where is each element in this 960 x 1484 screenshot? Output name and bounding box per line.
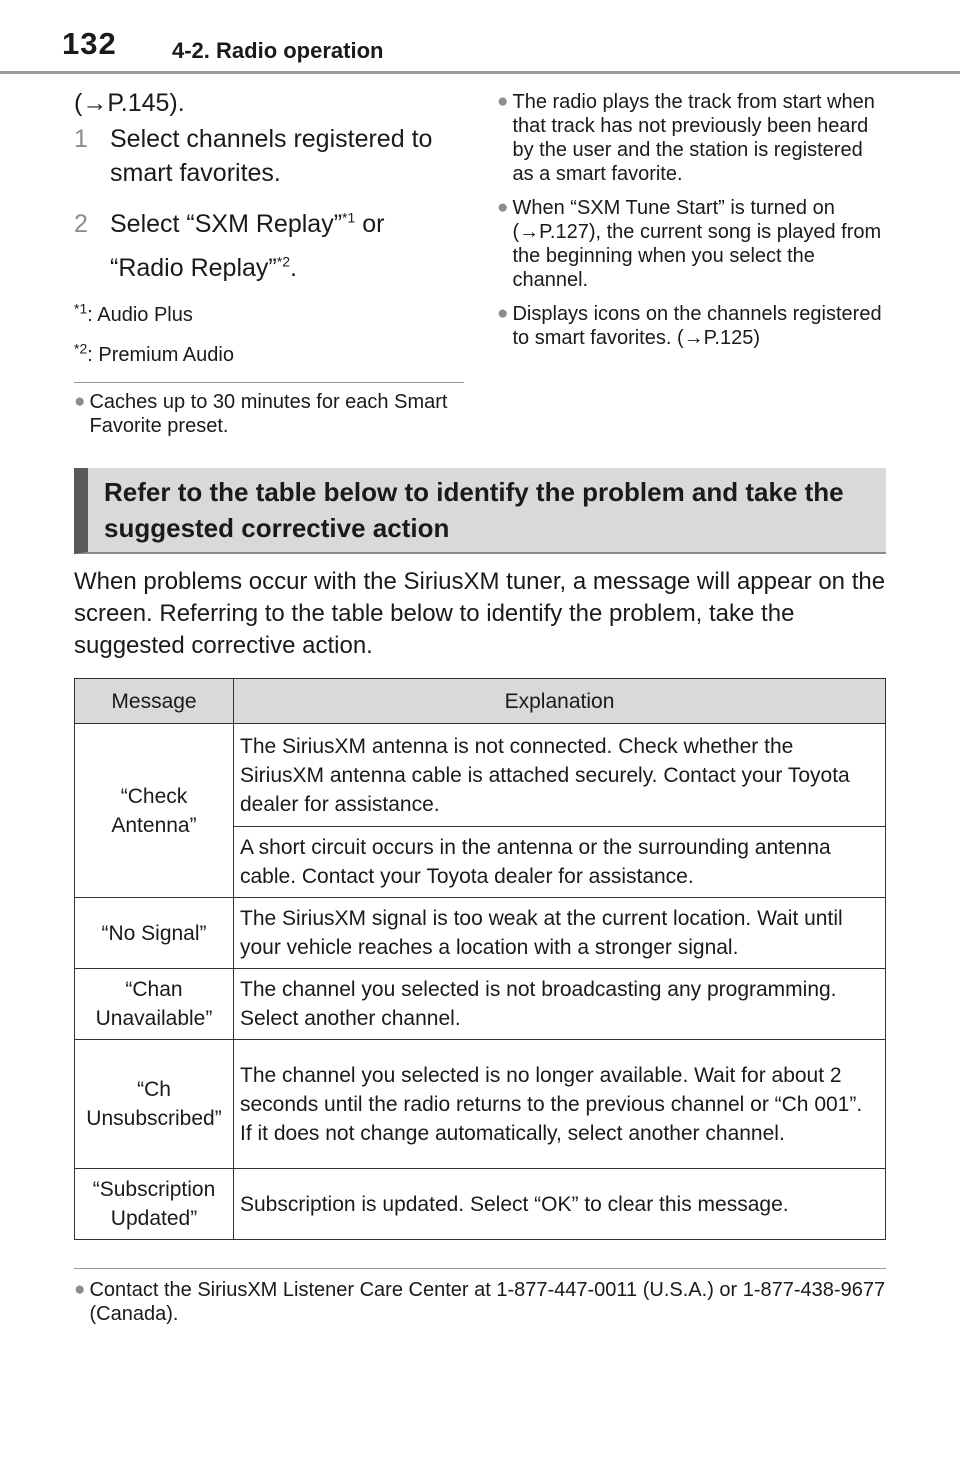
message-cell: “Subscription Updated” bbox=[75, 1169, 234, 1240]
step-number: 1 bbox=[74, 125, 88, 153]
reference-line: (→P.145). bbox=[74, 89, 185, 117]
bullet-text: Displays icons on the channels registered to smart favorites. (→P.125) bbox=[512, 303, 882, 349]
bullet-icon: ● bbox=[74, 391, 86, 412]
message-cell: “Chan Unavailable” bbox=[75, 969, 234, 1040]
footnote-mark: *2 bbox=[74, 340, 88, 357]
message-table bbox=[74, 678, 886, 1240]
bullet-text: The radio plays the track from start when that track has not previously been heard by the user and the station is registered as a smart favorite. bbox=[512, 91, 875, 185]
explanation-cell: A short circuit occurs in the antenna or the surrounding antenna cable. Contact your Toyota dealer for assistance. bbox=[234, 827, 886, 898]
bullet-icon: ● bbox=[497, 303, 509, 324]
step-text: Select channels registered to smart favorites. bbox=[110, 125, 433, 187]
explanation-cell: The channel you selected is not broadcasting any programming. Select another channel. bbox=[234, 969, 886, 1040]
bullet-item bbox=[497, 302, 887, 350]
message-cell: “Check Antenna” bbox=[75, 724, 234, 898]
bottom-divider bbox=[74, 1268, 886, 1269]
footnote-ref: *1 bbox=[342, 209, 356, 226]
header-divider bbox=[0, 71, 960, 74]
note-caches bbox=[74, 390, 466, 438]
right-column bbox=[497, 90, 887, 350]
step-text-part: Select “SXM Replay” bbox=[110, 210, 343, 238]
table-row bbox=[75, 1169, 886, 1240]
step-1 bbox=[74, 122, 464, 190]
explanation-cell: The SiriusXM antenna is not connected. Check whether the SiriusXM antenna cable is attached securely. Contact your Toyota dealer for assistance. bbox=[234, 724, 886, 827]
left-column bbox=[74, 86, 464, 372]
step-text bbox=[110, 202, 464, 290]
step-text-part: or “Radio Replay” bbox=[110, 210, 385, 282]
page-number: 132 bbox=[62, 26, 117, 61]
column-header-explanation: Explanation bbox=[234, 679, 886, 724]
section-banner bbox=[74, 468, 886, 554]
footnote-ref: *2 bbox=[276, 253, 290, 270]
table-row bbox=[75, 969, 886, 1040]
message-cell: “Ch Unsubscribed” bbox=[75, 1040, 234, 1169]
bullet-item bbox=[497, 196, 887, 292]
column-header-message: Message bbox=[75, 679, 234, 724]
bullet-icon: ● bbox=[497, 91, 509, 112]
footnote-mark: *1 bbox=[74, 300, 88, 317]
explanation-cell: Subscription is updated. Select “OK” to clear this message. bbox=[234, 1169, 886, 1240]
banner-title: Refer to the table below to identify the problem and take the suggested corrective action bbox=[104, 477, 844, 543]
footnote-1 bbox=[74, 298, 464, 332]
explanation-cell: The SiriusXM signal is too weak at the current location. Wait until your vehicle reaches a location with a stronger signal. bbox=[234, 898, 886, 969]
footnote-2 bbox=[74, 338, 464, 372]
table-row bbox=[75, 898, 886, 969]
note-text: Contact the SiriusXM Listener Care Center at 1-877-447-0011 (U.S.A.) or 1-877-438-9677 (Canada). bbox=[89, 1279, 886, 1325]
note-divider bbox=[74, 382, 464, 383]
step-text-part: . bbox=[289, 254, 297, 282]
step-2 bbox=[74, 202, 464, 290]
bullet-icon: ● bbox=[74, 1279, 86, 1300]
explanation-cell: The channel you selected is no longer available. Wait for about 2 seconds until the radio returns to the previous channel or “Ch 001”. If it does not change automatically, select another channel. bbox=[234, 1040, 886, 1169]
section-title: 4-2. Radio operation bbox=[172, 38, 384, 63]
bullet-text: When “SXM Tune Start” is turned on (→P.127), the current song is played from the beginning when you select the channel. bbox=[512, 197, 882, 291]
bullet-icon: ● bbox=[497, 197, 509, 218]
footnote-text: : Audio Plus bbox=[87, 304, 193, 326]
table-row bbox=[75, 724, 886, 827]
step-number: 2 bbox=[74, 210, 88, 238]
footnote-text: : Premium Audio bbox=[87, 344, 234, 366]
intro-paragraph: When problems occur with the SiriusXM tuner, a message will appear on the screen. Referring to the table below to identify the problem, take the suggested corrective action. bbox=[74, 568, 886, 659]
bullet-item bbox=[497, 90, 887, 186]
message-cell: “No Signal” bbox=[75, 898, 234, 969]
table-row bbox=[75, 1040, 886, 1169]
note-contact bbox=[74, 1278, 886, 1326]
note-text: Caches up to 30 minutes for each Smart Favorite preset. bbox=[89, 391, 448, 437]
table-header-row bbox=[75, 679, 886, 724]
